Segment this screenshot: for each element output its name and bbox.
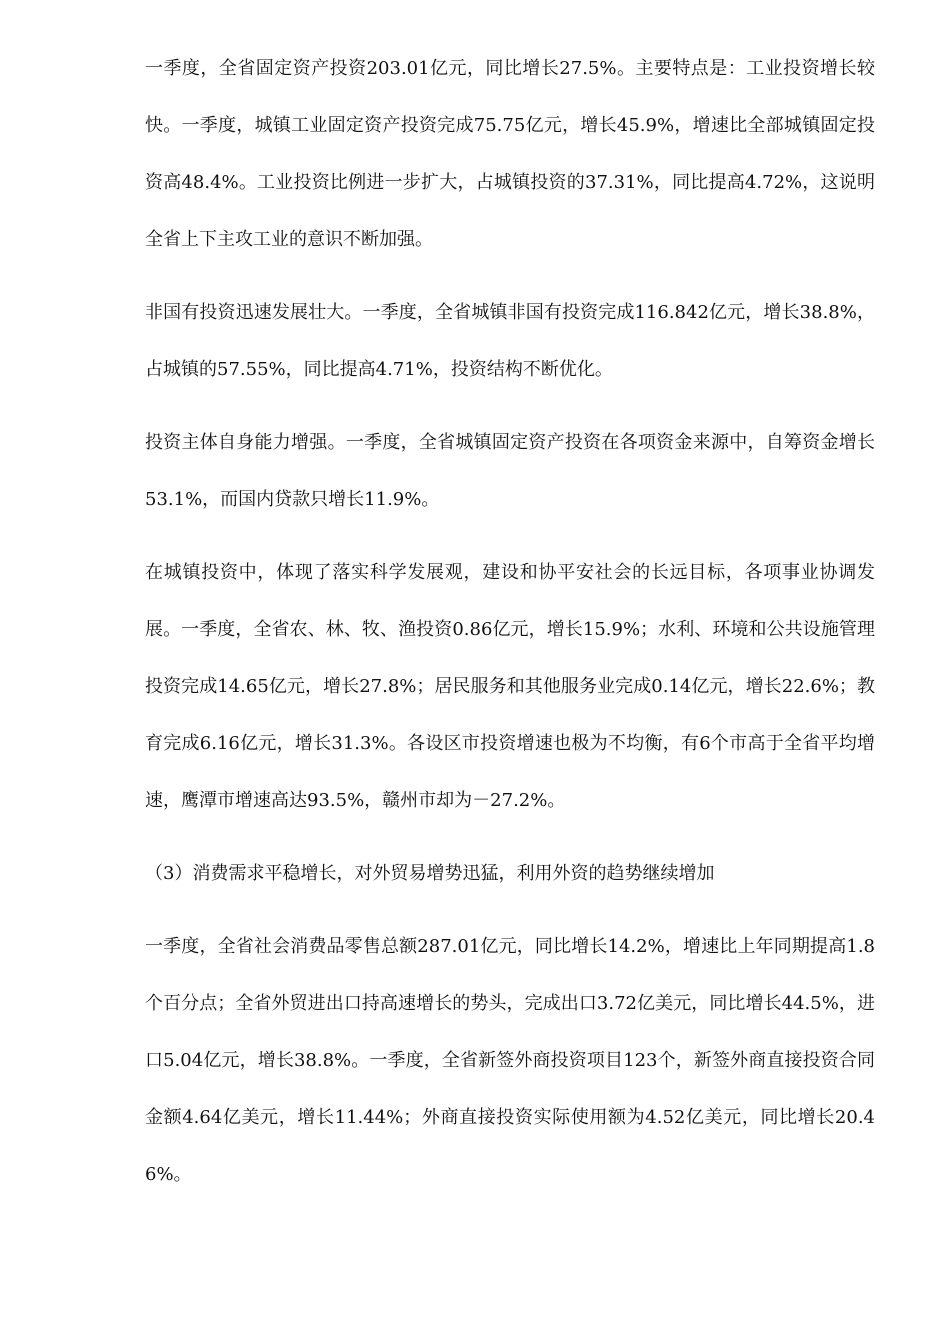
paragraph-consumption-trade: 一季度，全省社会消费品零售总额287.01亿元，同比增长14.2%，增速比上年同期提高1.8个百分点；全省外贸进出口持高速增长的势头，完成出口3.72亿美元，同比增长44.5%，进口5.04亿元，增长38.8%。一季度，全省新签外商投资项目123个，新签外商直接投资合同金额4.64亿美元，增长11.44%；外商直接投资实际使用额为4.52亿美元，同比增长20.46%。 [145, 936, 875, 1185]
paragraph-urban-investment: 在城镇投资中，体现了落实科学发展观，建设和协平安社会的长远目标，各项事业协调发展。一季度，全省农、林、牧、渔投资0.86亿元，增长15.9%；水利、环境和公共设施管理投资完成14.65亿元，增长27.8%；居民服务和其他服务业完成0.14亿元，增长22.6%；教育完成6.16亿元，增长31.3%。各设区市投资增速也极为不均衡，有6个市高于全省平均增速，鹰潭市增速高达93.5%，赣州市却为－27.2%。 [145, 562, 875, 811]
paragraph-non-state-investment: 非国有投资迅速发展壮大。一季度，全省城镇非国有投资完成116.842亿元，增长38.8%，占城镇的57.55%，同比提高4.71%，投资结构不断优化。 [145, 302, 875, 380]
document-body [145, 40, 875, 1203]
section-heading-consumption: （3）消费需求平稳增长，对外贸易增势迅猛，利用外资的趋势继续增加 [145, 863, 715, 884]
paragraph-investment-capacity: 投资主体自身能力增强。一季度，全省城镇固定资产投资在各项资金来源中，自筹资金增长53.1%，而国内贷款只增长11.9%。 [145, 432, 875, 510]
paragraph-industrial-investment: 一季度，全省固定资产投资203.01亿元，同比增长27.5%。主要特点是：工业投资增长较快。一季度，城镇工业固定资产投资完成75.75亿元，增长45.9%，增速比全部城镇固定投资高48.4%。工业投资比例进一步扩大，占城镇投资的37.31%，同比提高4.72%，这说明全省上下主攻工业的意识不断加强。 [145, 58, 875, 250]
